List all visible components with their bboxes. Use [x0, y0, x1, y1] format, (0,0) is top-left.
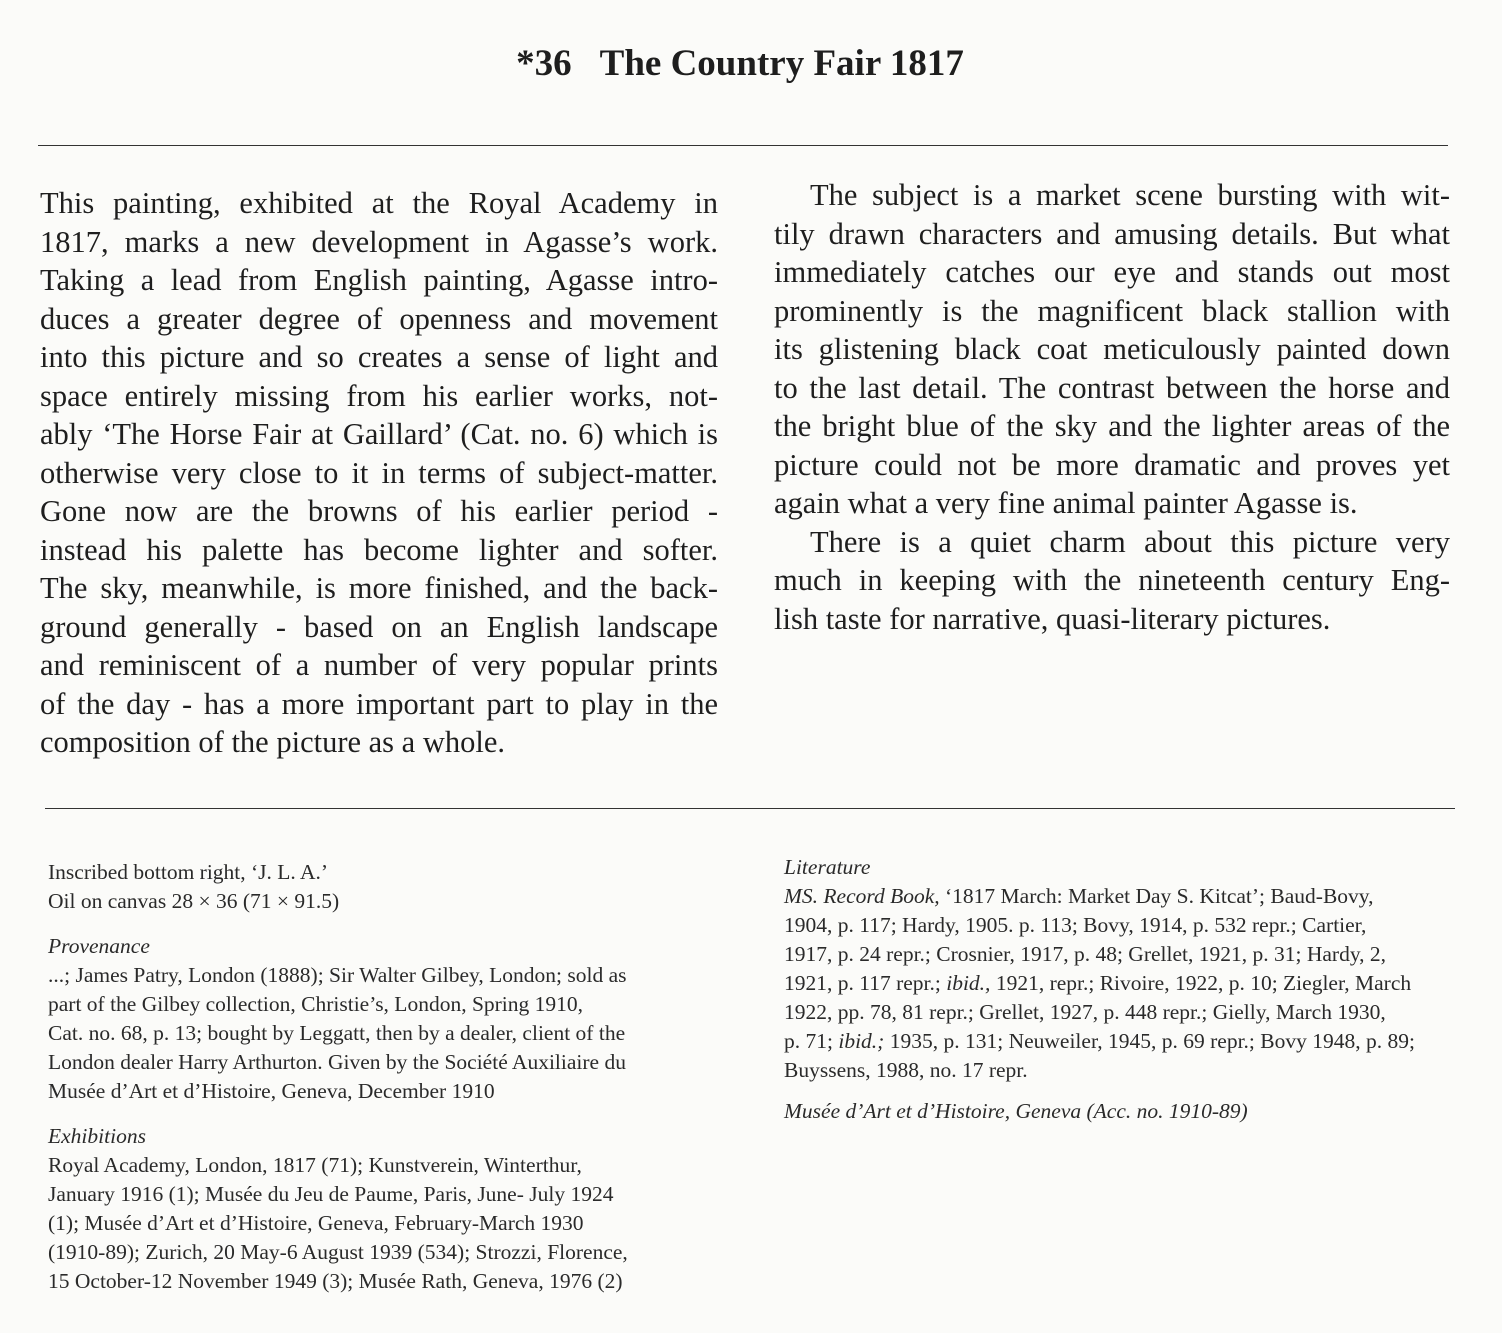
catalogue-number: *36: [516, 43, 572, 84]
medium-dimensions: Oil on canvas 28 × 36 (71 × 91.5): [48, 889, 340, 913]
literature-column: [784, 853, 1464, 1126]
text-line: Taking a lead from English painting, Agasse intro-: [40, 263, 718, 297]
text-segment: ibid.,: [946, 971, 991, 995]
text-segment: Buyssens, 1988, no. 17 repr.: [784, 1058, 1028, 1082]
exhibitions-heading: Exhibitions: [48, 1124, 146, 1148]
details-column: [48, 858, 738, 1296]
text-line: 1817, marks a new development in Agasse’s work.: [40, 224, 718, 259]
text-line: [784, 998, 1464, 1027]
text-line: [784, 1056, 1464, 1085]
text-segment: 1935, p. 131; Neuweiler, 1945, p. 69 repr.; Bovy 1948, p. 89;: [884, 1029, 1415, 1053]
middle-rule: [45, 808, 1455, 809]
text-line: There is a quiet charm about this picture very: [810, 524, 1450, 559]
text-line: lish taste for narrative, quasi-literary pictures.: [774, 601, 1331, 636]
text-line: 15 October-12 November 1949 (3); Musée Rath, Geneva, 1976 (2): [48, 1269, 623, 1293]
text-line: ably ‘The Horse Fair at Gaillard’ (Cat. no. 6) which is: [40, 417, 718, 451]
provenance-heading: Provenance: [48, 934, 150, 958]
text-line: [784, 969, 1464, 998]
exhibitions-text: [48, 1151, 738, 1296]
text-line: This painting, exhibited at the Royal Academy in: [40, 186, 718, 220]
text-line: picture could not be more dramatic and proves yet: [774, 447, 1450, 482]
top-rule: [38, 145, 1448, 146]
text-line: much in keeping with the nineteenth century Eng-: [774, 563, 1450, 597]
text-line: Royal Academy, London, 1817 (71); Kunstverein, Winterthur,: [48, 1153, 582, 1177]
text-line: January 1916 (1); Musée du Jeu de Paume, Paris, June- July 1924: [48, 1182, 614, 1206]
text-line: London dealer Harry Arthurton. Given by the Société Auxiliaire du: [48, 1050, 626, 1074]
text-segment: 1917, p. 24 repr.; Crosnier, 1917, p. 48; Grellet, 1921, p. 31; Hardy, 2,: [784, 942, 1387, 966]
text-line: [784, 882, 1464, 911]
text-line: otherwise very close to it in terms of subject-matter.: [40, 455, 718, 490]
text-line: to the last detail. The contrast between the horse and: [774, 370, 1450, 405]
text-line: again what a very fine animal painter Agasse is.: [774, 486, 1358, 520]
text-segment: ‘1817 March: Market Day S. Kitcat’; Baud-Bovy,: [939, 884, 1374, 908]
left-column-text: [40, 184, 718, 762]
text-line: [784, 940, 1464, 969]
text-line: into this picture and so creates a sense of light and: [40, 340, 718, 374]
title-text: The Country Fair 1817: [599, 43, 964, 84]
text-line: ground generally - based on an English landscape: [40, 609, 718, 644]
text-line: tily drawn characters and amusing details. But what: [774, 216, 1450, 251]
text-line: (1); Musée d’Art et d’Histoire, Geneva, February-March 1930: [48, 1211, 584, 1235]
text-line: Cat. no. 68, p. 13; bought by Leggatt, then by a dealer, client of the: [48, 1021, 626, 1045]
text-segment: MS. Record Book,: [784, 884, 940, 908]
text-line: and reminiscent of a number of very popular prints: [40, 648, 718, 682]
literature-heading: Literature: [784, 855, 871, 879]
text-segment: 1921, p. 117 repr.;: [784, 971, 947, 995]
text-segment: p. 71;: [784, 1029, 839, 1053]
literature-text: [784, 882, 1464, 1085]
text-line: of the day - has a more important part to play in the: [40, 686, 718, 721]
provenance-text: [48, 961, 738, 1106]
text-segment: 1922, pp. 78, 81 repr.; Grellet, 1927, p. 448 repr.; Gielly, March 1930,: [784, 1000, 1386, 1024]
text-segment: ibid.;: [838, 1029, 885, 1053]
text-line: [784, 911, 1464, 940]
text-line: composition of the picture as a whole.: [40, 725, 506, 759]
text-line: The sky, meanwhile, is more finished, and the back-: [40, 571, 718, 605]
text-segment: 1921, repr.; Rivoire, 1922, p. 10; Ziegler, March: [990, 971, 1412, 995]
text-line: Gone now are the browns of his earlier period -: [40, 494, 718, 528]
text-line: space entirely missing from his earlier works, not-: [40, 378, 718, 413]
text-line: duces a greater degree of openness and movement: [40, 301, 718, 336]
text-line: Musée d’Art et d’Histoire, Geneva, December 1910: [48, 1079, 495, 1103]
right-column-text: [774, 176, 1450, 638]
text-line: part of the Gilbey collection, Christie’s, London, Spring 1910,: [48, 992, 584, 1016]
inscription: Inscribed bottom right, ‘J. L. A.’: [48, 860, 329, 884]
text-line: (1910-89); Zurich, 20 May-6 August 1939 (534); Strozzi, Florence,: [48, 1240, 628, 1264]
text-line: instead his palette has become lighter and softer.: [40, 532, 718, 567]
text-line: the bright blue of the sky and the lighter areas of the: [774, 409, 1450, 443]
text-line: ...; James Patry, London (1888); Sir Walter Gilbey, London; sold as: [48, 963, 627, 987]
text-line: [784, 1027, 1464, 1056]
collection-credit: Musée d’Art et d’Histoire, Geneva (Acc. no. 1910-89): [784, 1099, 1248, 1123]
text-line: immediately catches our eye and stands out most: [774, 255, 1450, 289]
text-line: its glistening black coat meticulously painted down: [774, 332, 1450, 366]
text-line: The subject is a market scene bursting with wit-: [810, 178, 1450, 212]
text-segment: 1904, p. 117; Hardy, 1905. p. 113; Bovy, 1914, p. 532 repr.; Cartier,: [784, 913, 1367, 937]
catalogue-entry-title: [0, 42, 1480, 85]
text-line: prominently is the magnificent black stallion with: [774, 293, 1450, 328]
